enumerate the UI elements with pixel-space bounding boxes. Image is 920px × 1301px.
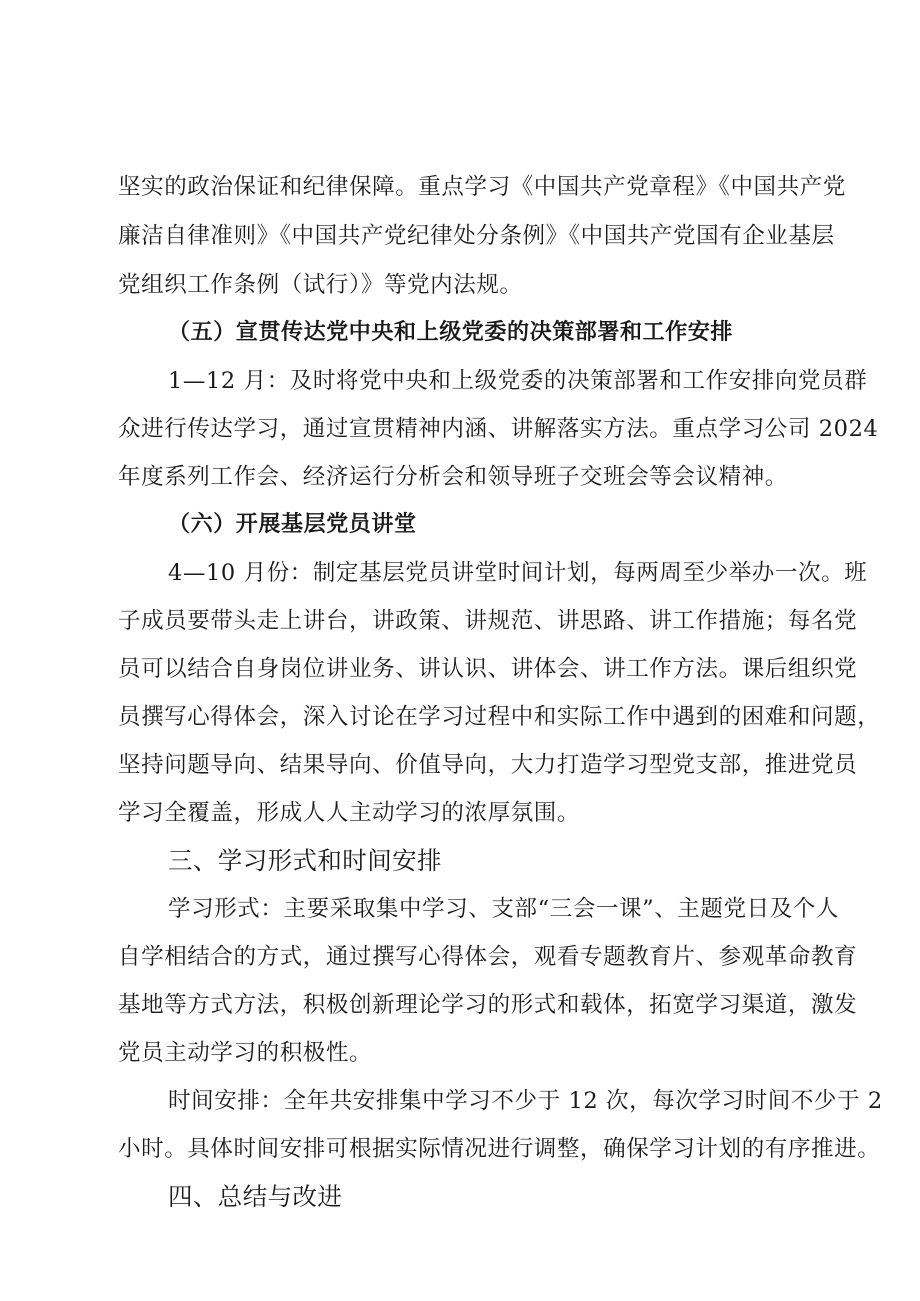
- body-text-line: 基地等方式方法，积极创新理论学习的形式和载体，拓宽学习渠道，激发: [118, 992, 858, 1018]
- section-heading-5: （五）宣贯传达党中央和上级党委的决策部署和工作安排: [168, 320, 734, 345]
- body-text-line: 员可以结合自身岗位讲业务、讲认识、讲体会、讲工作方法。课后组织党: [118, 656, 858, 682]
- body-text-line: 员撰写心得体会，深入讨论在学习过程中和实际工作中遇到的困难和问题，: [118, 704, 881, 730]
- body-text-line: 学习形式：主要采取集中学习、支部“三会一课”、主题党日及个人: [168, 896, 840, 922]
- part-heading-4: 四、总结与改进: [168, 1182, 343, 1211]
- body-text-line: 众进行传达学习，通过宣贯精神内涵、讲解落实方法。重点学习公司 2024: [118, 416, 879, 442]
- body-text-line: 党员主动学习的积极性。: [118, 1040, 373, 1066]
- body-text-line: 坚持问题导向、结果导向、价值导向，大力打造学习型党支部，推进党员: [118, 752, 858, 778]
- body-text-line: 坚实的政治保证和纪律保障。重点学习《中国共产党章程》《中国共产党: [118, 174, 846, 200]
- body-text-line: 1—12 月：及时将党中央和上级党委的决策部署和工作安排向党员群: [168, 368, 868, 394]
- body-text-line: 党组织工作条例（试行）》等党内法规。: [118, 272, 523, 298]
- body-text-line: 年度系列工作会、经济运行分析会和领导班子交班会等会议精神。: [118, 464, 788, 490]
- body-text-line: 自学相结合的方式，通过撰写心得体会，观看专题教育片、参观革命教育: [118, 944, 858, 970]
- body-text-line: 学习全覆盖，形成人人主动学习的浓厚氛围。: [118, 800, 581, 826]
- section-heading-6: （六）开展基层党员讲堂: [168, 512, 417, 537]
- body-text-line: 廉洁自律准则》《中国共产党纪律处分条例》《中国共产党国有企业基层: [118, 223, 835, 249]
- body-text-line: 时间安排：全年共安排集中学习不少于 12 次，每次学习时间不少于 2: [168, 1088, 883, 1114]
- part-heading-3: 三、学习形式和时间安排: [168, 846, 442, 875]
- body-text-line: 小时。具体时间安排可根据实际情况进行调整，确保学习计划的有序推进。: [118, 1136, 881, 1162]
- body-text-line: 4—10 月份：制定基层党员讲堂时间计划，每两周至少举办一次。班: [168, 560, 868, 586]
- body-text-line: 子成员要带头走上讲台，讲政策、讲规范、讲思路、讲工作措施；每名党: [118, 608, 858, 634]
